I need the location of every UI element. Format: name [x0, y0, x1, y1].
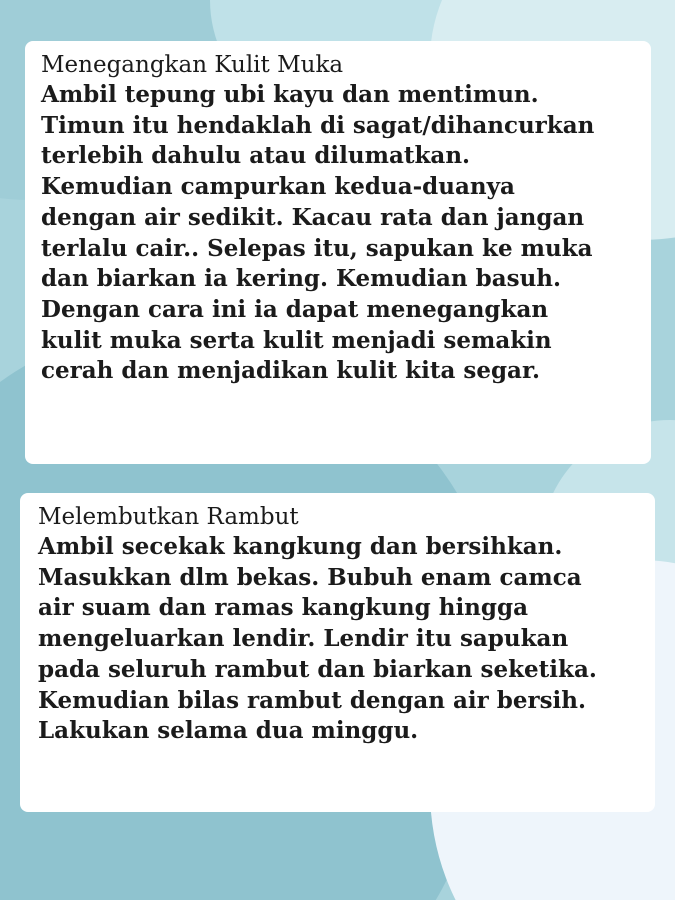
tip-body: [38, 532, 645, 747]
tip-line: Timun itu hendaklah di sagat/dihancurkan: [41, 111, 595, 139]
tip-title: Melembutkan Rambut: [38, 504, 299, 530]
tip-line: Kemudian bilas rambut dengan air bersih.: [38, 686, 587, 714]
tip-line: dan biarkan ia kering. Kemudian basuh.: [41, 265, 562, 293]
tip-card-hair: [20, 493, 655, 812]
tip-body: [41, 80, 639, 387]
tip-line: cerah dan menjadikan kulit kita segar.: [41, 357, 540, 385]
tip-line: terlebih dahulu atau dilumatkan.: [41, 142, 471, 170]
tip-line: mengeluarkan lendir. Lendir itu sapukan: [38, 625, 569, 653]
tip-line: Lakukan selama dua minggu.: [38, 717, 419, 745]
tip-line: Dengan cara ini ia dapat menegangkan: [41, 295, 549, 323]
tip-line: Masukkan dlm bekas. Bubuh enam camca: [38, 563, 582, 591]
tip-line: Ambil tepung ubi kayu dan mentimun.: [41, 81, 539, 108]
tip-title: Menegangkan Kulit Muka: [41, 52, 344, 78]
tip-line: dengan air sedikit. Kacau rata dan jangan: [41, 203, 585, 231]
tip-line: air suam dan ramas kangkung hingga: [38, 594, 528, 622]
tip-line: Ambil secekak kangkung dan bersihkan.: [38, 533, 563, 560]
tip-card-face: [25, 41, 651, 464]
tip-line: Kemudian campurkan kedua-duanya: [41, 173, 515, 201]
tip-line: terlalu cair.. Selepas itu, sapukan ke muka: [41, 234, 593, 262]
tip-line: pada seluruh rambut dan biarkan seketika.: [38, 655, 597, 683]
tip-line: kulit muka serta kulit menjadi semakin: [41, 326, 552, 354]
